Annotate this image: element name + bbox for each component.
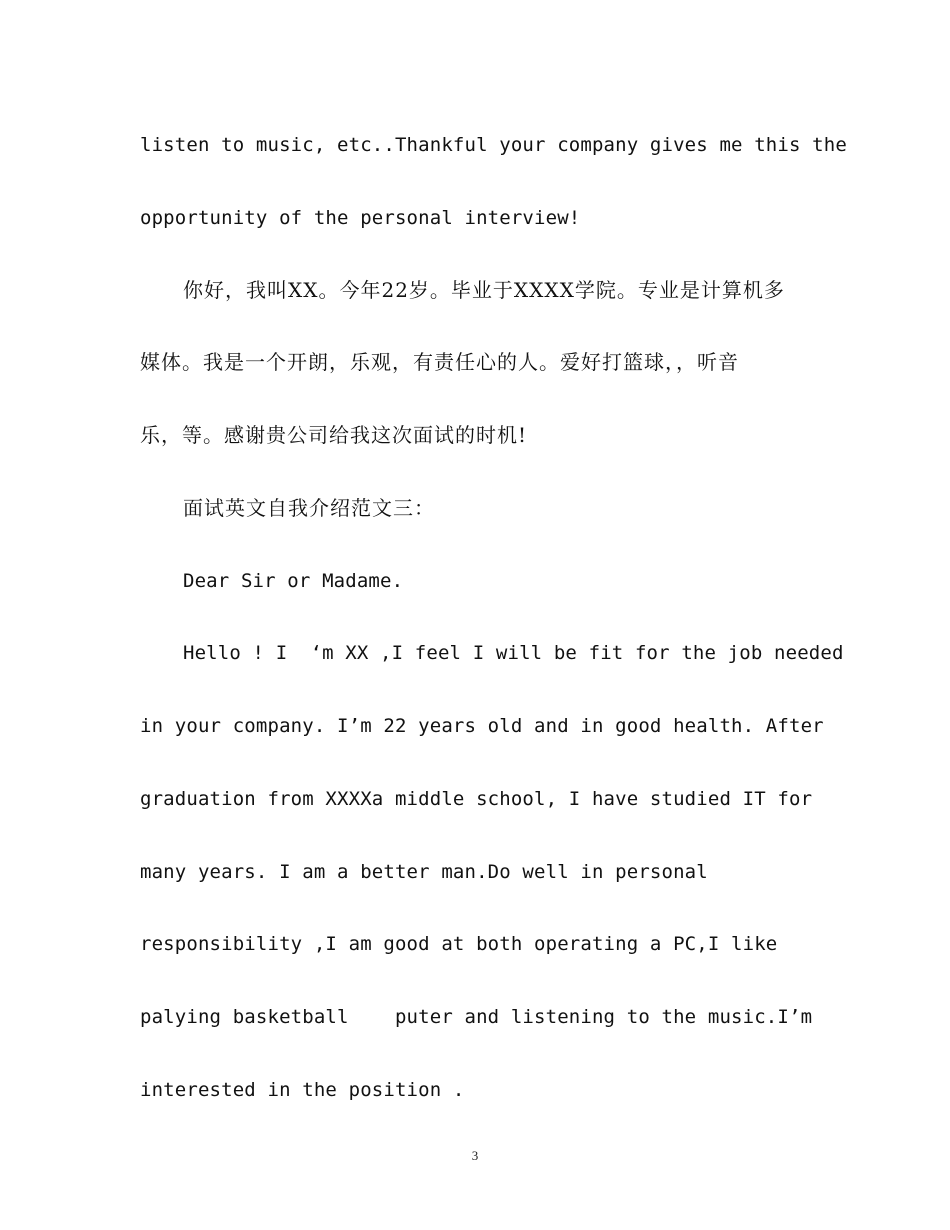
paragraph-chinese-line: 乐，等。感谢贵公司给我这次面试的时机! [140, 423, 528, 447]
text-line: palying basketball puter and listening to the music.I’m [140, 1006, 813, 1028]
text-line: responsibility ,I am good at both operating a PC,I like [140, 933, 778, 955]
text-line: in your company. I’m 22 years old and in good health. After [140, 715, 824, 737]
section-heading: 面试英文自我介绍范文三： [183, 496, 435, 520]
salutation: Dear Sir or Madame. [183, 570, 404, 592]
text-line: many years. I am a better man.Do well in personal [140, 861, 708, 883]
text-line: opportunity of the personal interview! [140, 207, 581, 229]
text-line: Hello ! I ‘m XX ,I feel I will be fit for the job needed [183, 642, 844, 664]
text-line: listen to music, etc..Thankful your company gives me this the [140, 134, 847, 156]
paragraph-chinese-line: 你好，我叫XX。今年22岁。毕业于XXXX学院。专业是计算机多 [183, 278, 785, 302]
paragraph-chinese-line: 媒体。我是一个开朗，乐观，有责任心的人。爱好打篮球，，听音 [140, 350, 739, 374]
text-line: interested in the position . [140, 1079, 465, 1101]
page-number: 3 [471, 1148, 479, 1163]
text-line: graduation from XXXXa middle school, I have studied IT for [140, 788, 813, 810]
